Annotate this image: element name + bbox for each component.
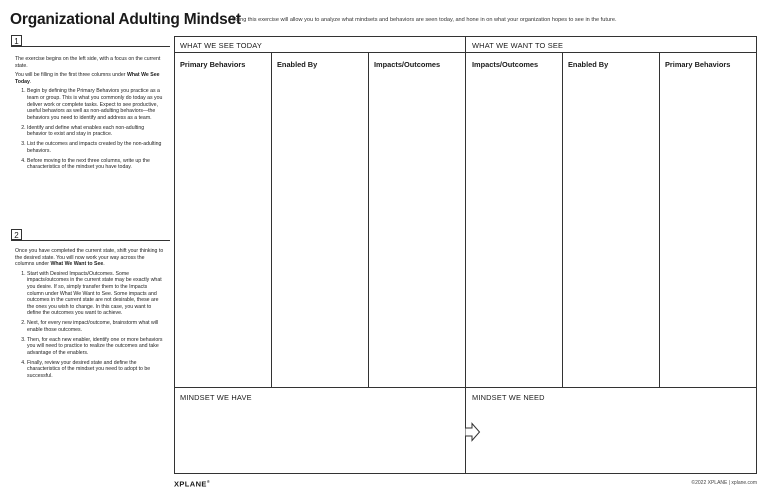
step-2-item: 4. Finally, review your desired state and define the characteristics of the mindset you need to adopt to be successful. (27, 360, 165, 380)
page-title: Organizational Adulting Mindset (10, 11, 241, 28)
column-divider (562, 52, 563, 387)
worksheet-grid (174, 36, 757, 474)
step-1-divider (11, 46, 170, 47)
section-divider (465, 37, 466, 473)
column-divider (271, 52, 272, 387)
what-we-want-to-see-header: WHAT WE WANT TO SEE (472, 41, 564, 50)
page-subtitle: Using this exercise will allow you to analyze what mindsets and behaviors are seen today, and hone in on what your organization hopes to see in the future. (232, 17, 617, 23)
xplane-logo: XPLANE® (174, 479, 211, 489)
column-header-primary-behaviors-today: Primary Behaviors (180, 60, 246, 69)
step-1-item: 2. Identify and define what enables each non-adulting behavior to exist and stay in practice. (27, 125, 165, 138)
column-header-enabled-by-want: Enabled By (568, 60, 609, 69)
column-header-primary-behaviors-want: Primary Behaviors (665, 60, 731, 69)
step-2-list (15, 271, 165, 380)
step-1-intro-1: The exercise begins on the left side, with a focus on the current state. (15, 56, 161, 69)
step-1-list (15, 88, 165, 170)
step-2-instructions (15, 248, 165, 383)
step-1-item: 3. List the outcomes and impacts created by the non-adulting behaviors. (27, 141, 165, 154)
column-divider (659, 52, 660, 387)
mindset-we-need-header: MINDSET WE NEED (472, 393, 545, 402)
right-arrow-icon (465, 422, 481, 442)
mindset-we-have-header: MINDSET WE HAVE (180, 393, 252, 402)
step-2-item: 1. Start with Desired Impacts/Outcomes. Some impacts/outcomes in the current state may be exactly what you desire. If so, simply transfer them to the Impacts column under What We Want to See. Some impacts and outcomes in the current state are not desirable, these are the ones you wish to change. In this case, you want to define the outcomes you want to achieve. (27, 271, 165, 317)
step-2-intro: Once you have completed the current state, shift your thinking to the desired state. You will now work your way across the columns under What We Want to See. (15, 248, 164, 268)
step-2-item: 2. Next, for every new impact/outcome, brainstorm what will enable those outcomes. (27, 320, 165, 333)
column-header-impacts-want: Impacts/Outcomes (472, 60, 539, 69)
step-1-item: 1. Begin by defining the Primary Behaviors you practice as a team or group. This is what you commonly do today as you deliver work or complete tasks. Expect to see productive, useful behaviors as well as non-adulting behaviors—the behaviors you need to identify and address as a team. (27, 88, 165, 121)
step-2-number: 2 (11, 229, 22, 240)
what-we-see-today-header: WHAT WE SEE TODAY (180, 41, 262, 50)
step-1-item: 4. Before moving to the next three columns, write up the characteristics of the mindset you have today. (27, 158, 165, 171)
step-1-number: 1 (11, 35, 22, 46)
column-header-impacts-today: Impacts/Outcomes (374, 60, 441, 69)
step-2-item: 3. Then, for each new enabler, identify one or more behaviors you will need to practice to realize the outcomes and take advantage of the enablers. (27, 337, 165, 357)
step-2-divider (11, 240, 170, 241)
column-header-enabled-by-today: Enabled By (277, 60, 318, 69)
step-1-instructions (15, 56, 165, 174)
column-divider (368, 52, 369, 387)
copyright-text: ©2022 XPLANE | xplane.com (691, 480, 757, 486)
step-1-intro-2: You will be filling in the first three columns under What We See Today. (15, 72, 160, 85)
